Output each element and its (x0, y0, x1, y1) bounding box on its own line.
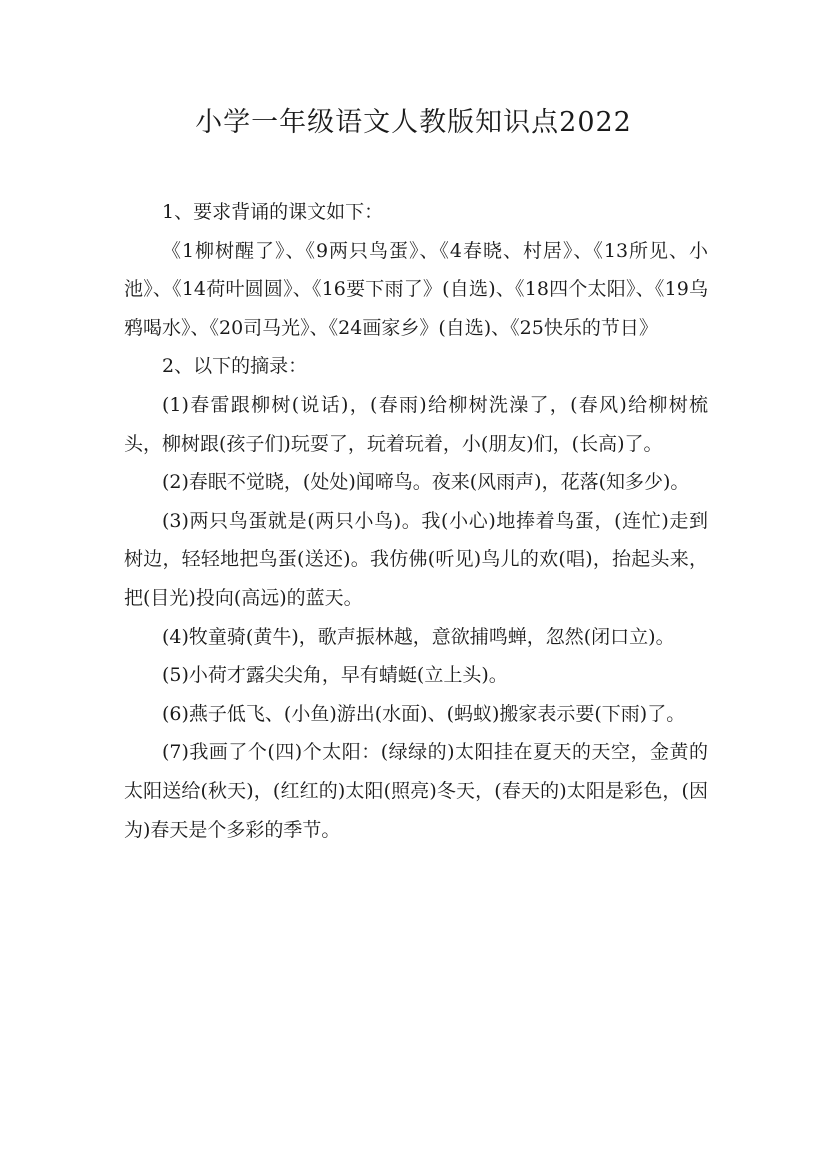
document-title: 小学一年级语文人教版知识点2022 (195, 107, 632, 138)
paragraph-excerpt-2: (2)春眠不觉晓，(处处)闻啼鸟。夜来(风雨声)，花落(知多少)。 (162, 471, 690, 494)
paragraph-excerpt-4: (4)牧童骑(黄牛)，歌声振林越，意欲捕鸣蝉，忽然(闭口立)。 (162, 625, 675, 648)
paragraph-excerpt-5: (5)小荷才露尖尖角，早有蜻蜓(立上头)。 (162, 664, 508, 687)
paragraph-recite-heading: 1、要求背诵的课文如下： (162, 201, 384, 223)
paragraph-excerpt-1: (1)春雷跟柳树(说话)，(春雨)给柳树洗澡了，(春风)给柳树梳头，柳树跟(孩子们)玩耍了，玩着玩着，小(朋友)们，(长高)了。 (124, 393, 708, 455)
paragraph-excerpt-3: (3)两只鸟蛋就是(两只小鸟)。我(小心)地捧着鸟蛋，(连忙)走到树边，轻轻地把鸟蛋(送还)。我仿佛(听见)鸟儿的欢(唱)，抬起头来，把(目光)投向(高远)的蓝天。 (124, 509, 708, 609)
paragraph-excerpt-heading: 2、以下的摘录： (162, 355, 308, 378)
document-body (124, 193, 708, 849)
paragraph-recite-list: 《1柳树醒了》、《9两只鸟蛋》、《4春晓、村居》、《13所见、小池》、《14荷叶圆圆》、《16要下雨了》(自选)、《18四个太阳》、《19乌鸦喝水》、《20司马光》、《24画家乡》(自选)、《25快乐的节日》 (124, 239, 708, 339)
paragraph-excerpt-6: (6)燕子低飞、(小鱼)游出(水面)、(蚂蚁)搬家表示要(下雨)了。 (162, 702, 686, 725)
paragraph-excerpt-7: (7)我画了个(四)个太阳：(绿绿的)太阳挂在夏天的天空，金黄的太阳送给(秋天)，(红红的)太阳(照亮)冬天，(春天的)太阳是彩色，(因为)春天是个多彩的季节。 (124, 741, 708, 841)
